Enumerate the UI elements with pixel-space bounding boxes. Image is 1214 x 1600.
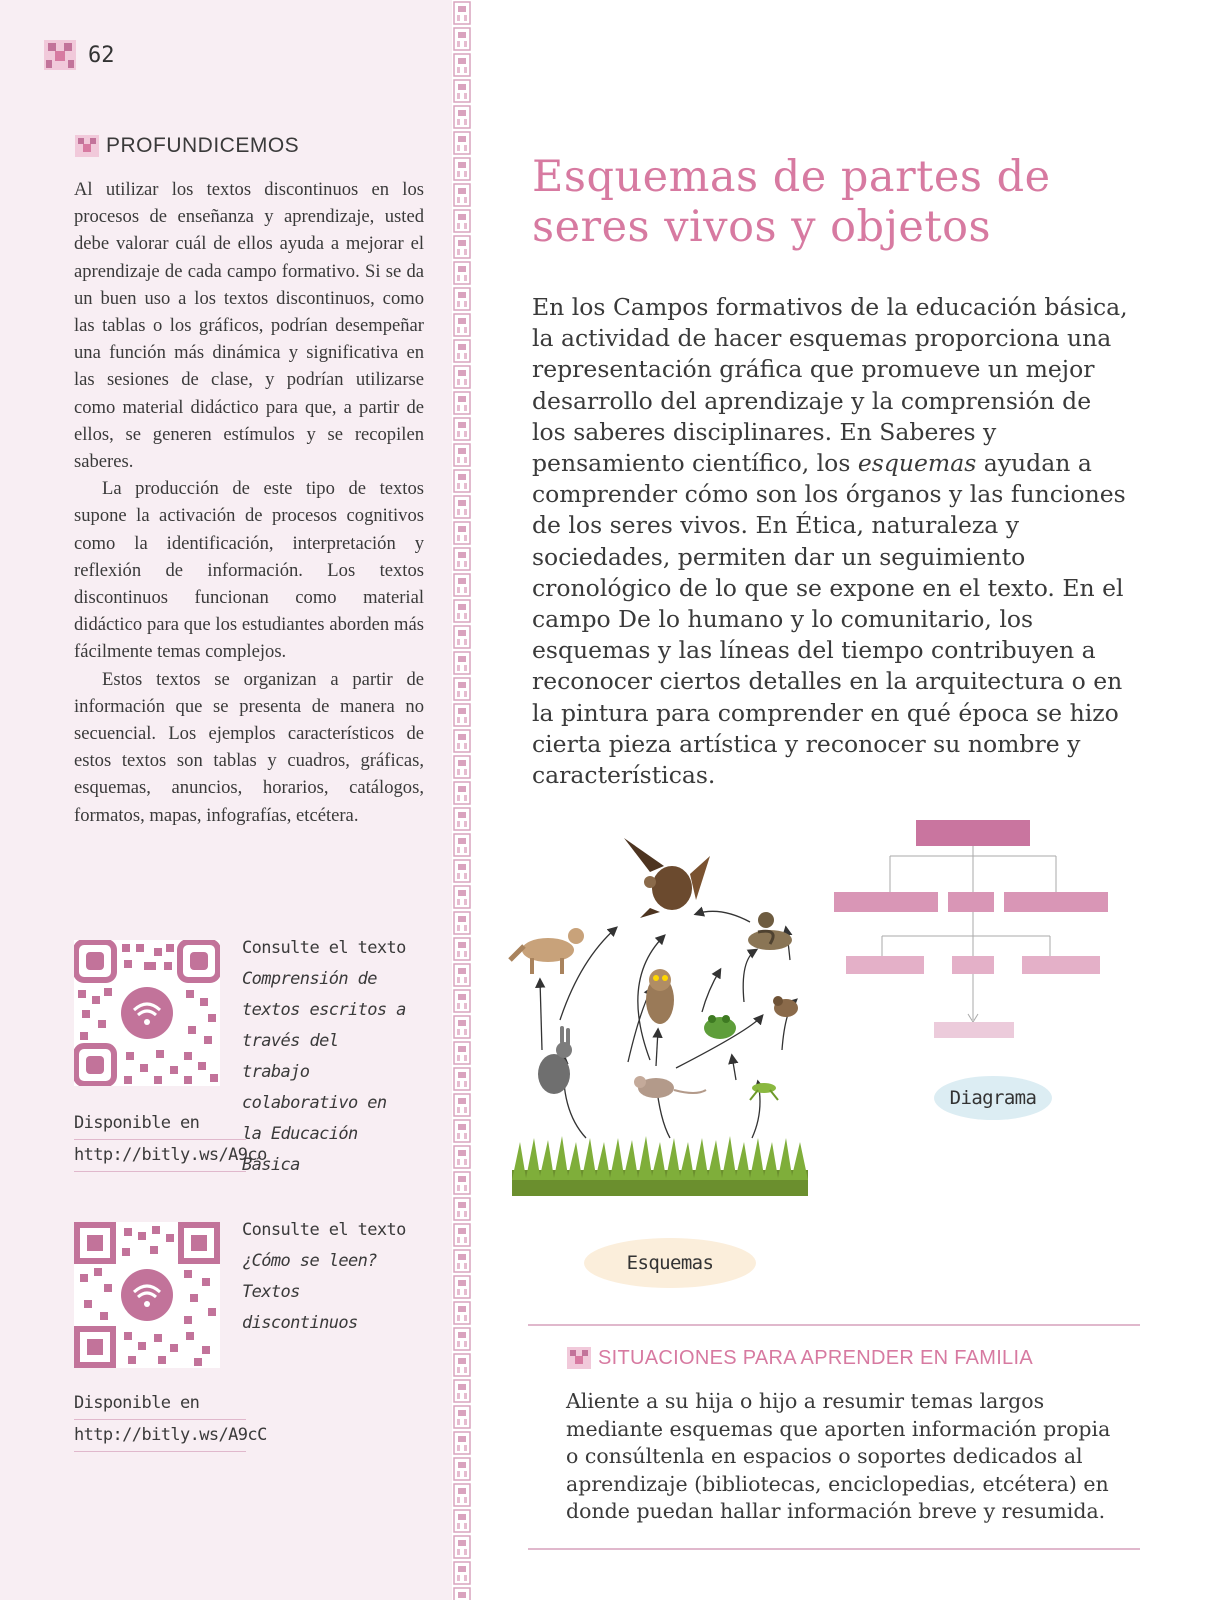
decorative-border-strip [452, 0, 472, 1600]
ornament-icon [42, 38, 78, 72]
hierarchy-diagram [834, 820, 1108, 1038]
resource-1-availability [74, 1108, 267, 1172]
grasshopper-icon [750, 1083, 778, 1100]
aside-body [74, 176, 424, 829]
coyote-icon [510, 928, 584, 974]
body-text: ayudan a comprender cómo son los órganos y las funciones de los seres vivos. En Ética, naturaleza y sociedades, permiten dar un seguimiento cronológico de lo que se expone en el texto. En el campo De lo humano y lo comunitario, los esquemas y las líneas del tiempo contribuyen a reconocer ciertos detalles en la arquitectura o en la pintura para comprender en qué época se hizo cierta pieza artística y reconocer su nombre y características. [532, 449, 1126, 790]
resource-2-text [242, 1215, 417, 1339]
snake-icon [748, 912, 792, 950]
family-heading [566, 1346, 1033, 1370]
ornament-icon [74, 134, 100, 158]
mouse-icon [634, 1076, 706, 1098]
resource-2-link[interactable]: http://bitly.ws/A9cC [74, 1419, 246, 1452]
aside-paragraph: La producción de este tipo de textos supone la activación de procesos cognitivos como la identificación, interpretación y reflexión de información. Los textos discontinuos funcionan como material didáctico para que los estudiantes aborden más fácilmente temas complejos. [74, 478, 424, 663]
qr-code-1[interactable] [74, 940, 220, 1086]
resource-intro: Consulte el texto [242, 1220, 406, 1240]
sparrow-icon [773, 996, 798, 1017]
ornament-icon [566, 1346, 592, 1370]
available-label: Disponible en [74, 1393, 200, 1413]
aside-paragraph: Al utilizar los textos discontinuos en los procesos de enseñanza y aprendizaje, usted debe valorar cuál de ellos ayuda a mejorar el aprendizaje de cada campo formativo. Si se da un buen uso a los textos discontinuos, como las tablas o los gráficos, podrían desempeñar una función más dinámica y significativa en las sesiones de clase, y podrían utilizarse como material didáctico para que, a partir de ellos, se generen estímulos y se recopilen saberes. [74, 179, 424, 473]
page-number: 62 [88, 42, 115, 68]
family-body: Aliente a su hija o hijo a resumir temas largos mediante esquemas que aporten información propia o consúltenla en espacios o soportes dedicados al aprendizaje (bibliotecas, enciclopedias, etcétera) en donde puedan hallar información breve y resumida. [566, 1389, 1111, 1523]
qr-code-2[interactable] [74, 1222, 220, 1368]
resource-2-availability [74, 1388, 267, 1452]
grass-icon [512, 1136, 808, 1196]
body-text: En los Campos formativos de la educación básica, la actividad de hacer esquemas proporciona una representación gráfica que promueve un mejor desarrollo del aprendizaje y la comprensión de los saberes disciplinares. En Saberes y pensamiento científico, los [532, 293, 1128, 478]
food-web-and-diagram-illustration [500, 820, 1160, 1280]
aside-heading [74, 134, 299, 158]
available-label: Disponible en [74, 1113, 200, 1133]
resource-intro: Consulte el texto [242, 938, 406, 958]
label-esquemas: Esquemas [584, 1238, 756, 1288]
label-diagrama: Diagrama [934, 1076, 1052, 1120]
resource-title: Comprensión de textos escritos a través del trabajo colaborativo en la Educación Básica [242, 969, 406, 1175]
owl-icon [646, 969, 674, 1024]
resource-title: ¿Cómo se leen? Textos discontinuos [242, 1251, 377, 1333]
resource-1-link[interactable]: http://bitly.ws/A9co [74, 1139, 246, 1172]
frog-icon [704, 1015, 736, 1039]
aside-title: PROFUNDICEMOS [106, 134, 300, 157]
hawk-icon [624, 838, 710, 918]
page-header [42, 38, 115, 72]
rabbit-icon [538, 1026, 572, 1094]
main-body [532, 292, 1132, 791]
body-emphasis: esquemas [857, 449, 977, 478]
family-title: SITUACIONES PARA APRENDER EN FAMILIA [598, 1346, 1033, 1369]
resource-1-text [242, 933, 412, 1181]
aside-paragraph: Estos textos se organizan a partir de información que se presenta de manera no secuencial. Los ejemplos característicos de estos textos son tablas y cuadros, gráficas, esquemas, anuncios, horarios, catálogos, formatos, mapas, infografías, etcétera. [74, 668, 424, 826]
main-title: Esquemas de partes de seres vivos y objetos [532, 152, 1051, 252]
